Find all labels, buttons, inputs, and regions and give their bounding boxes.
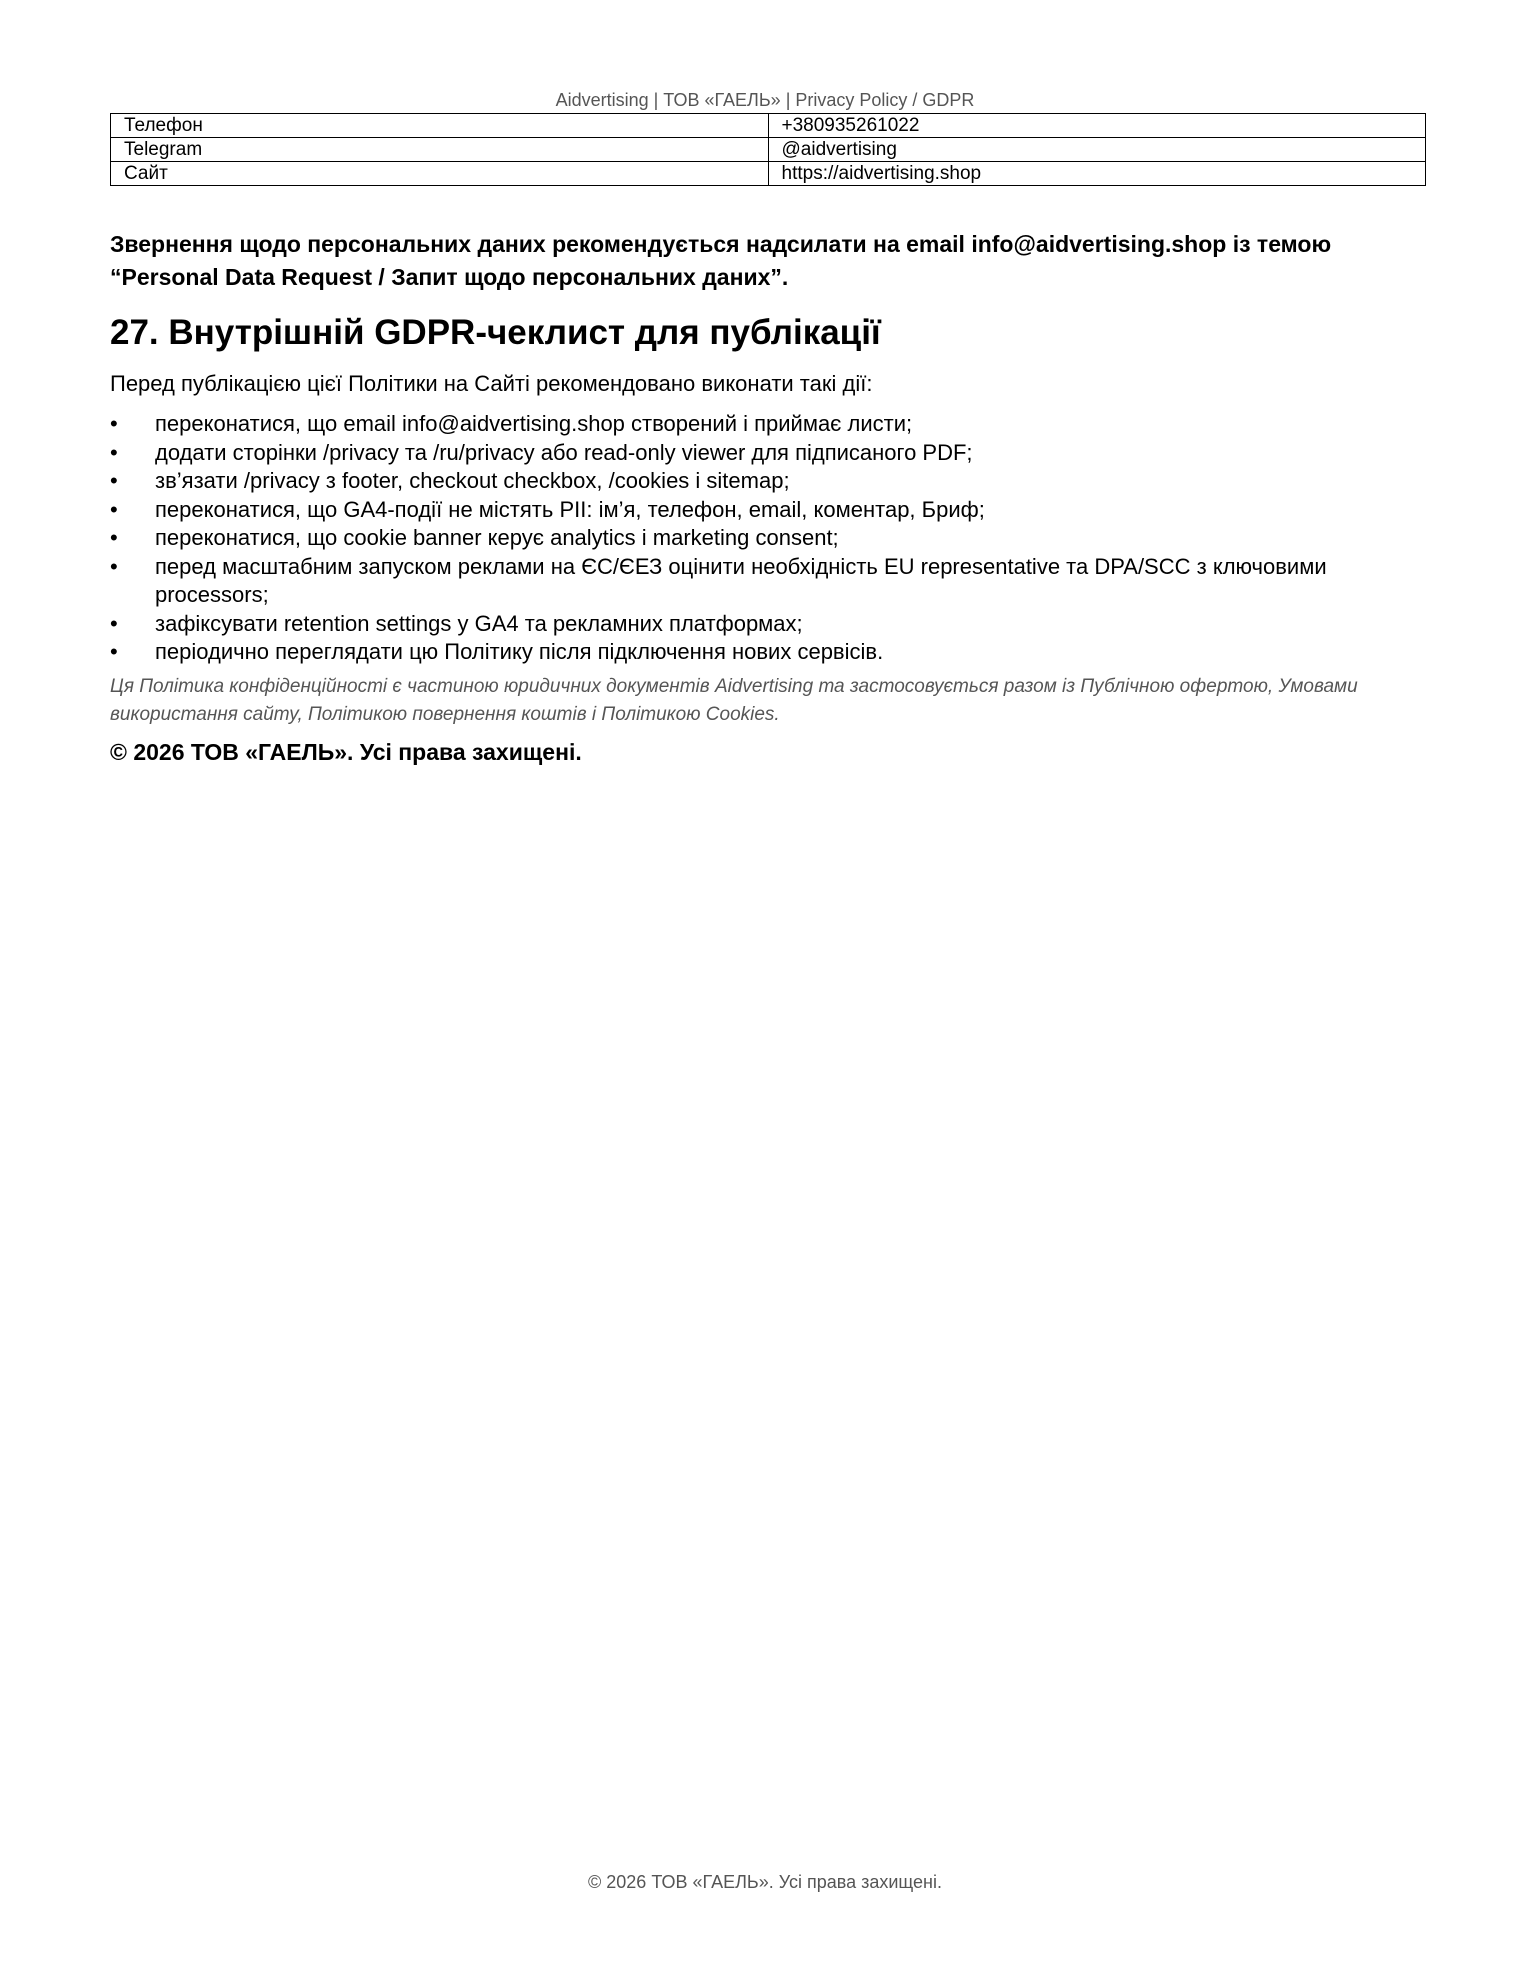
bullet-icon: • [110, 439, 118, 465]
bullet-icon: • [110, 610, 118, 636]
contact-note: Звернення щодо персональних даних рекомендується надсилати на email info@aidvertising.shop із темою “Personal Data Request / Запит щодо персональних даних”. [110, 231, 1332, 290]
checklist [110, 410, 1430, 667]
contact-label-site: Сайт [111, 162, 769, 186]
bullet-icon: • [110, 553, 118, 579]
bullet-icon: • [110, 496, 118, 522]
list-item-text: додати сторінки /privacy та /ru/privacy або read-only viewer для підписаного PDF; [155, 439, 973, 465]
contact-label-telegram: Telegram [111, 138, 769, 162]
bullet-icon: • [110, 525, 118, 550]
contact-value-phone: +380935261022 [768, 114, 1426, 138]
bullet-icon: • [110, 468, 118, 493]
table-row [111, 162, 1426, 186]
list-item [110, 467, 1430, 496]
bullet-icon: • [110, 639, 118, 664]
list-item-text: переконатися, що cookie banner керує analytics і marketing consent; [155, 525, 839, 550]
contact-value-telegram: @aidvertising [768, 138, 1426, 162]
section-heading: 27. Внутрішній GDPR-чеклист для публікації [110, 313, 881, 352]
page-header: Aidvertising | ТОВ «ГАЕЛЬ» | Privacy Policy / GDPR [555, 90, 975, 110]
list-item [110, 496, 1430, 525]
list-item [110, 439, 1430, 468]
contact-table [110, 113, 1426, 186]
section-intro: Перед публікацією цієї Політики на Сайті рекомендовано виконати такі дії: [110, 371, 873, 396]
bullet-icon: • [110, 411, 118, 436]
list-item [110, 410, 1430, 439]
contact-value-site: https://aidvertising.shop [768, 162, 1426, 186]
list-item [110, 553, 1430, 610]
policy-note: Ця Політика конфіденційності є частиною юридичних документів Aidvertising та застосовується разом із Публічною офертою, Умовами використання сайту, Політикою повернення коштів і Політикою Cookies. [110, 676, 1358, 725]
list-item-text: перед масштабним запуском реклами на ЄС/ЄЕЗ оцінити необхідність EU representative та DPA/SCC з ключовими processors; [155, 553, 1327, 607]
table-row [111, 138, 1426, 162]
list-item-text: зафіксувати retention settings у GA4 та рекламних платформах; [155, 610, 803, 636]
page-footer: © 2026 ТОВ «ГАЕЛЬ». Усі права захищені. [588, 1872, 942, 1892]
list-item-text: періодично переглядати цю Політику після підключення нових сервісів. [155, 639, 884, 664]
list-item-text: переконатися, що GA4-події не містять PII: ім’я, телефон, email, коментар, Бриф; [155, 496, 985, 522]
list-item-text: переконатися, що email info@aidvertising.shop створений і приймає листи; [155, 411, 913, 436]
contact-label-phone: Телефон [111, 114, 769, 138]
list-item [110, 638, 1430, 667]
list-item [110, 610, 1430, 639]
list-item [110, 524, 1430, 553]
list-item-text: зв’язати /privacy з footer, checkout checkbox, /cookies і sitemap; [155, 468, 790, 493]
table-row [111, 114, 1426, 138]
copyright: © 2026 ТОВ «ГАЕЛЬ». Усі права захищені. [110, 739, 582, 765]
